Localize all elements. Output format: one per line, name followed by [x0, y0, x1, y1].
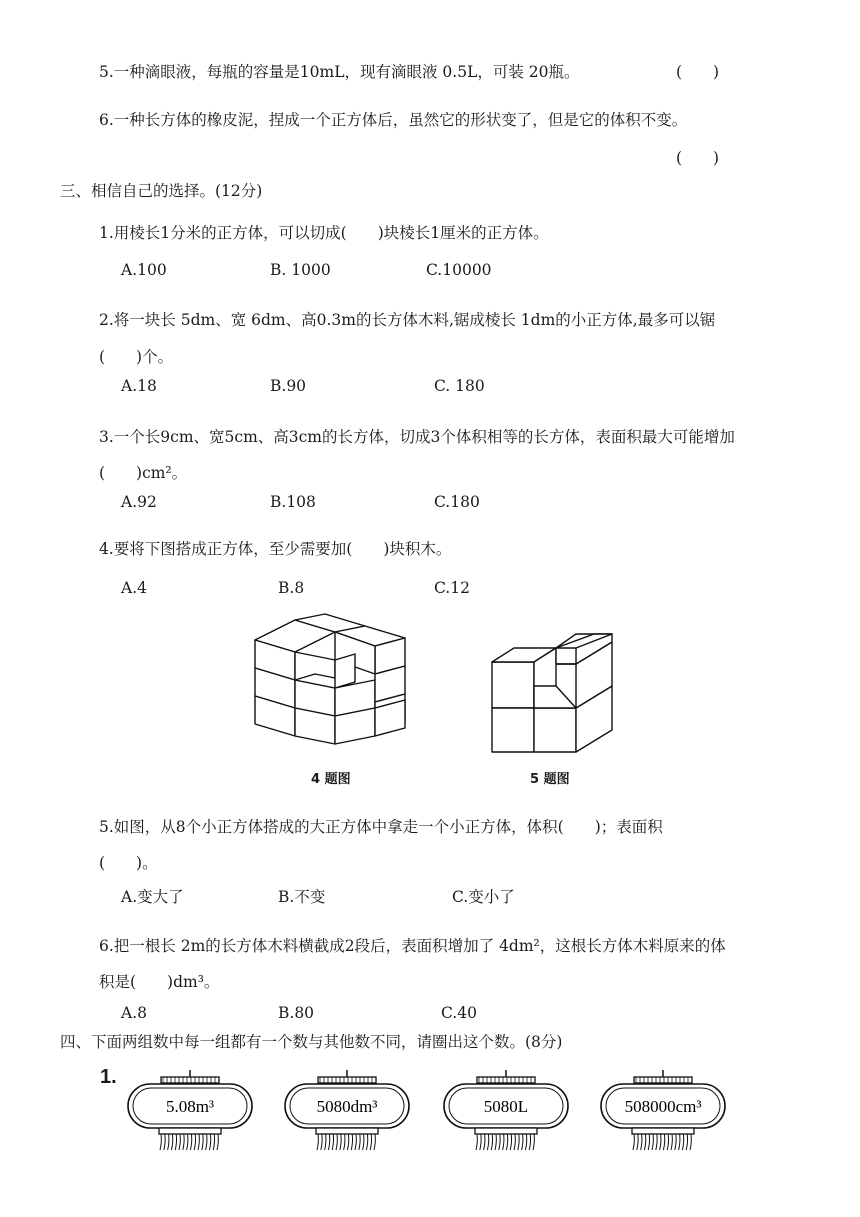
- option-c[interactable]: C.40: [441, 1004, 477, 1022]
- choice-question-5: 5.如图，从8个小正方体搭成的大正方体中拿走一个小正方体，体积( )；表面积: [99, 818, 663, 836]
- figure-5-label: 5 题图: [530, 772, 570, 787]
- option-a[interactable]: A.92: [121, 493, 157, 511]
- figure-4-label: 4 题图: [311, 772, 351, 787]
- lantern-item[interactable]: [441, 1070, 571, 1155]
- lantern-value: 5080dm³: [316, 1097, 378, 1116]
- lantern-value: 5.08m³: [165, 1097, 215, 1116]
- option-c[interactable]: C. 180: [434, 377, 485, 395]
- option-b[interactable]: B.不变: [278, 888, 326, 906]
- option-b[interactable]: B.108: [270, 493, 316, 511]
- figure-5-cube-missing-one: [488, 628, 616, 756]
- choice-question-6-cont: 积是( )dm³。: [99, 973, 220, 991]
- lantern-item[interactable]: [598, 1070, 728, 1155]
- section-heading-3: 三、相信自己的选择。(12分): [60, 182, 263, 200]
- section-heading-4: 四、下面两组数中每一组都有一个数与其他数不同，请圈出这个数。(8分): [60, 1033, 563, 1051]
- lantern-value: 5080L: [483, 1097, 529, 1116]
- choice-question-3-cont: ( )cm²。: [99, 464, 188, 482]
- choice-question-2: 2.将一块长 5dm、宽 6dm、高0.3m的长方体木料,锯成棱长 1dm的小正方体,最多可以锯: [99, 311, 716, 329]
- option-c[interactable]: C.变小了: [452, 888, 515, 906]
- option-b[interactable]: B.8: [278, 579, 305, 597]
- answer-blank-6[interactable]: ( ): [676, 149, 720, 167]
- question-true-false-6: 6.一种长方体的橡皮泥，捏成一个正方体后，虽然它的形状变了，但是它的体积不变。: [99, 111, 688, 129]
- option-a[interactable]: A.100: [121, 261, 167, 279]
- choice-question-3: 3.一个长9cm、宽5cm、高3cm的长方体，切成3个体积相等的长方体，表面积最大可能增加: [99, 428, 735, 446]
- option-b[interactable]: B.80: [278, 1004, 315, 1022]
- option-a[interactable]: A.8: [121, 1004, 147, 1022]
- option-b[interactable]: B. 1000: [270, 261, 331, 279]
- choice-question-4: 4.要将下图搭成正方体，至少需要加( )块积木。: [99, 540, 452, 558]
- answer-blank-5[interactable]: ( ): [676, 63, 720, 81]
- group-number: 1.: [100, 1066, 117, 1088]
- choice-question-2-cont: ( )个。: [99, 348, 174, 366]
- option-c[interactable]: C.180: [434, 493, 480, 511]
- choice-question-6: 6.把一根长 2m的长方体木料横截成2段后，表面积增加了 4dm²，这根长方体木料原来的体: [99, 937, 726, 955]
- option-a[interactable]: A.4: [121, 579, 147, 597]
- option-c[interactable]: C.12: [434, 579, 470, 597]
- figure-4-cube-stack: [245, 610, 415, 760]
- choice-question-1: 1.用棱长1分米的正方体，可以切成( )块棱长1厘米的正方体。: [99, 224, 549, 242]
- option-b[interactable]: B.90: [270, 377, 307, 395]
- lantern-value: 508000cm³: [624, 1097, 702, 1116]
- option-a[interactable]: A.18: [121, 377, 157, 395]
- lantern-item[interactable]: [125, 1070, 255, 1155]
- lantern-item[interactable]: [282, 1070, 412, 1155]
- choice-question-5-cont: ( )。: [99, 854, 158, 872]
- question-true-false-5: 5.一种滴眼液，每瓶的容量是10mL，现有滴眼液 0.5L，可装 20瓶。: [99, 63, 580, 81]
- option-c[interactable]: C.10000: [426, 261, 492, 279]
- option-a[interactable]: A.变大了: [121, 888, 184, 906]
